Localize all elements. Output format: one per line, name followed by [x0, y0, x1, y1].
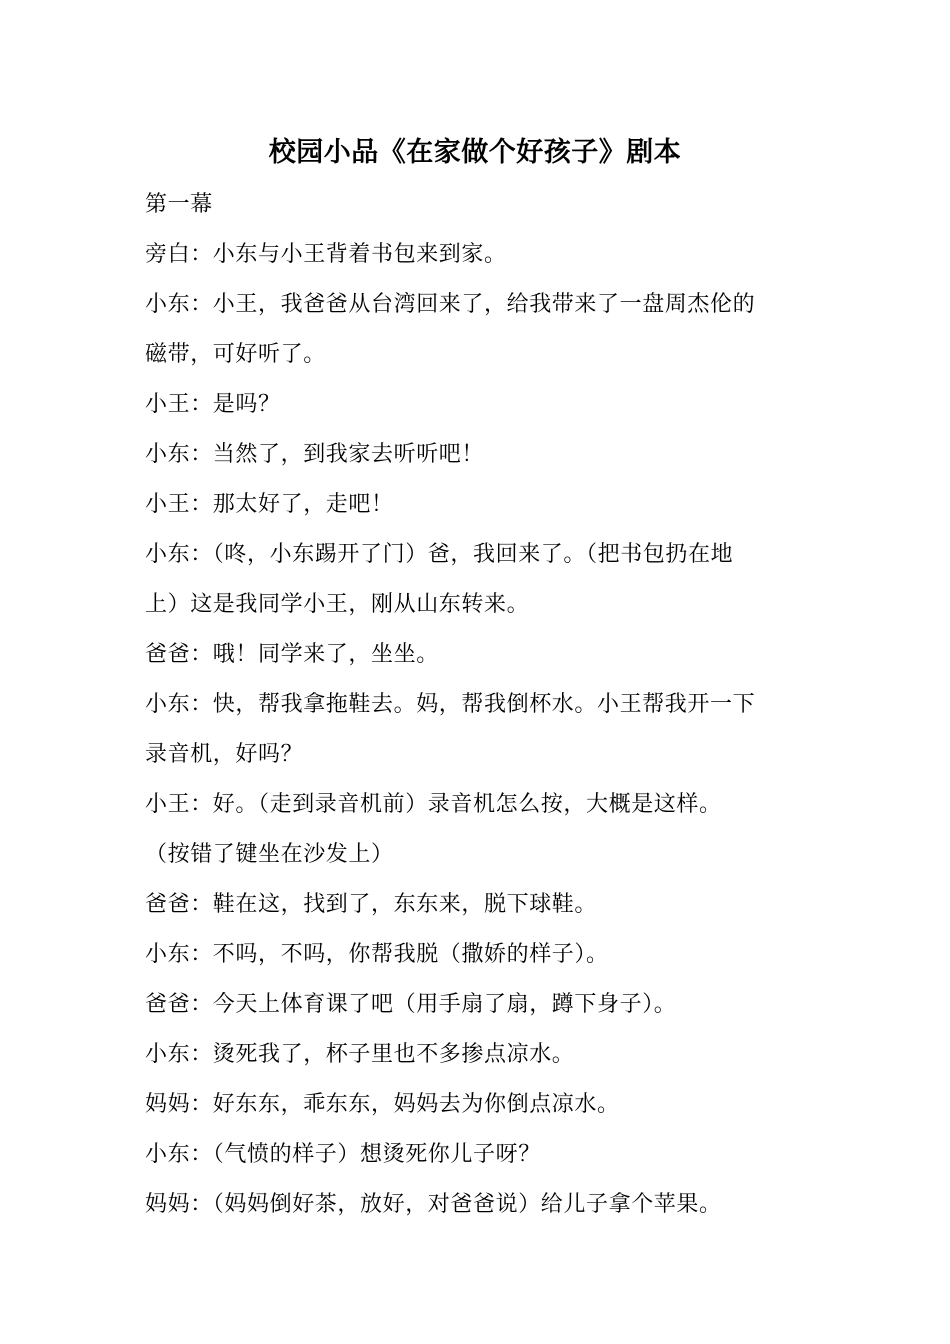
script-line: 爸爸：哦！同学来了，坐坐。: [145, 642, 439, 667]
script-line: 小东：快，帮我拿拖鞋去。妈，帮我倒杯水。小王帮我开一下: [145, 692, 756, 717]
script-line: 爸爸：鞋在这，找到了，东东来，脱下球鞋。: [145, 892, 598, 917]
document-title: 校园小品《在家做个好孩子》剧本: [268, 137, 682, 168]
script-line: 上）这是我同学小王，刚从山东转来。: [145, 592, 530, 617]
script-line: （按错了键坐在沙发上）: [145, 842, 394, 867]
script-line: 小东：小王，我爸爸从台湾回来了，给我带来了一盘周杰伦的: [145, 292, 756, 317]
script-line: 第一幕: [145, 192, 213, 217]
script-line: 妈妈：（妈妈倒好茶，放好，对爸爸说）给儿子拿个苹果。: [145, 1192, 722, 1217]
script-line: 爸爸：今天上体育课了吧（用手扇了扇，蹲下身子）。: [145, 992, 677, 1017]
script-line: 小东：（气愤的样子）想烫死你儿子呀？: [145, 1142, 541, 1167]
script-body: [145, 180, 813, 1230]
script-line: 小王：好。（走到录音机前）录音机怎么按，大概是这样。: [145, 792, 722, 817]
script-line: 小东：不吗，不吗，你帮我脱（撒娇的样子）。: [145, 942, 609, 967]
script-line: 小王：是吗？: [145, 392, 281, 417]
script-line: 妈妈：好东东，乖东东，妈妈去为你倒点凉水。: [145, 1092, 620, 1117]
script-line: 旁白：小东与小王背着书包来到家。: [145, 242, 507, 267]
script-line: 小东：（咚，小东踢开了门）爸，我回来了。（把书包扔在地: [145, 542, 734, 567]
script-line: 磁带，可好听了。: [145, 342, 326, 367]
script-line: 小东：烫死我了，杯子里也不多掺点凉水。: [145, 1042, 575, 1067]
script-line: 小王：那太好了，走吧！: [145, 492, 394, 517]
script-line: 小东：当然了，到我家去听听吧！: [145, 442, 485, 467]
script-line: 录音机，好吗？: [145, 742, 304, 767]
